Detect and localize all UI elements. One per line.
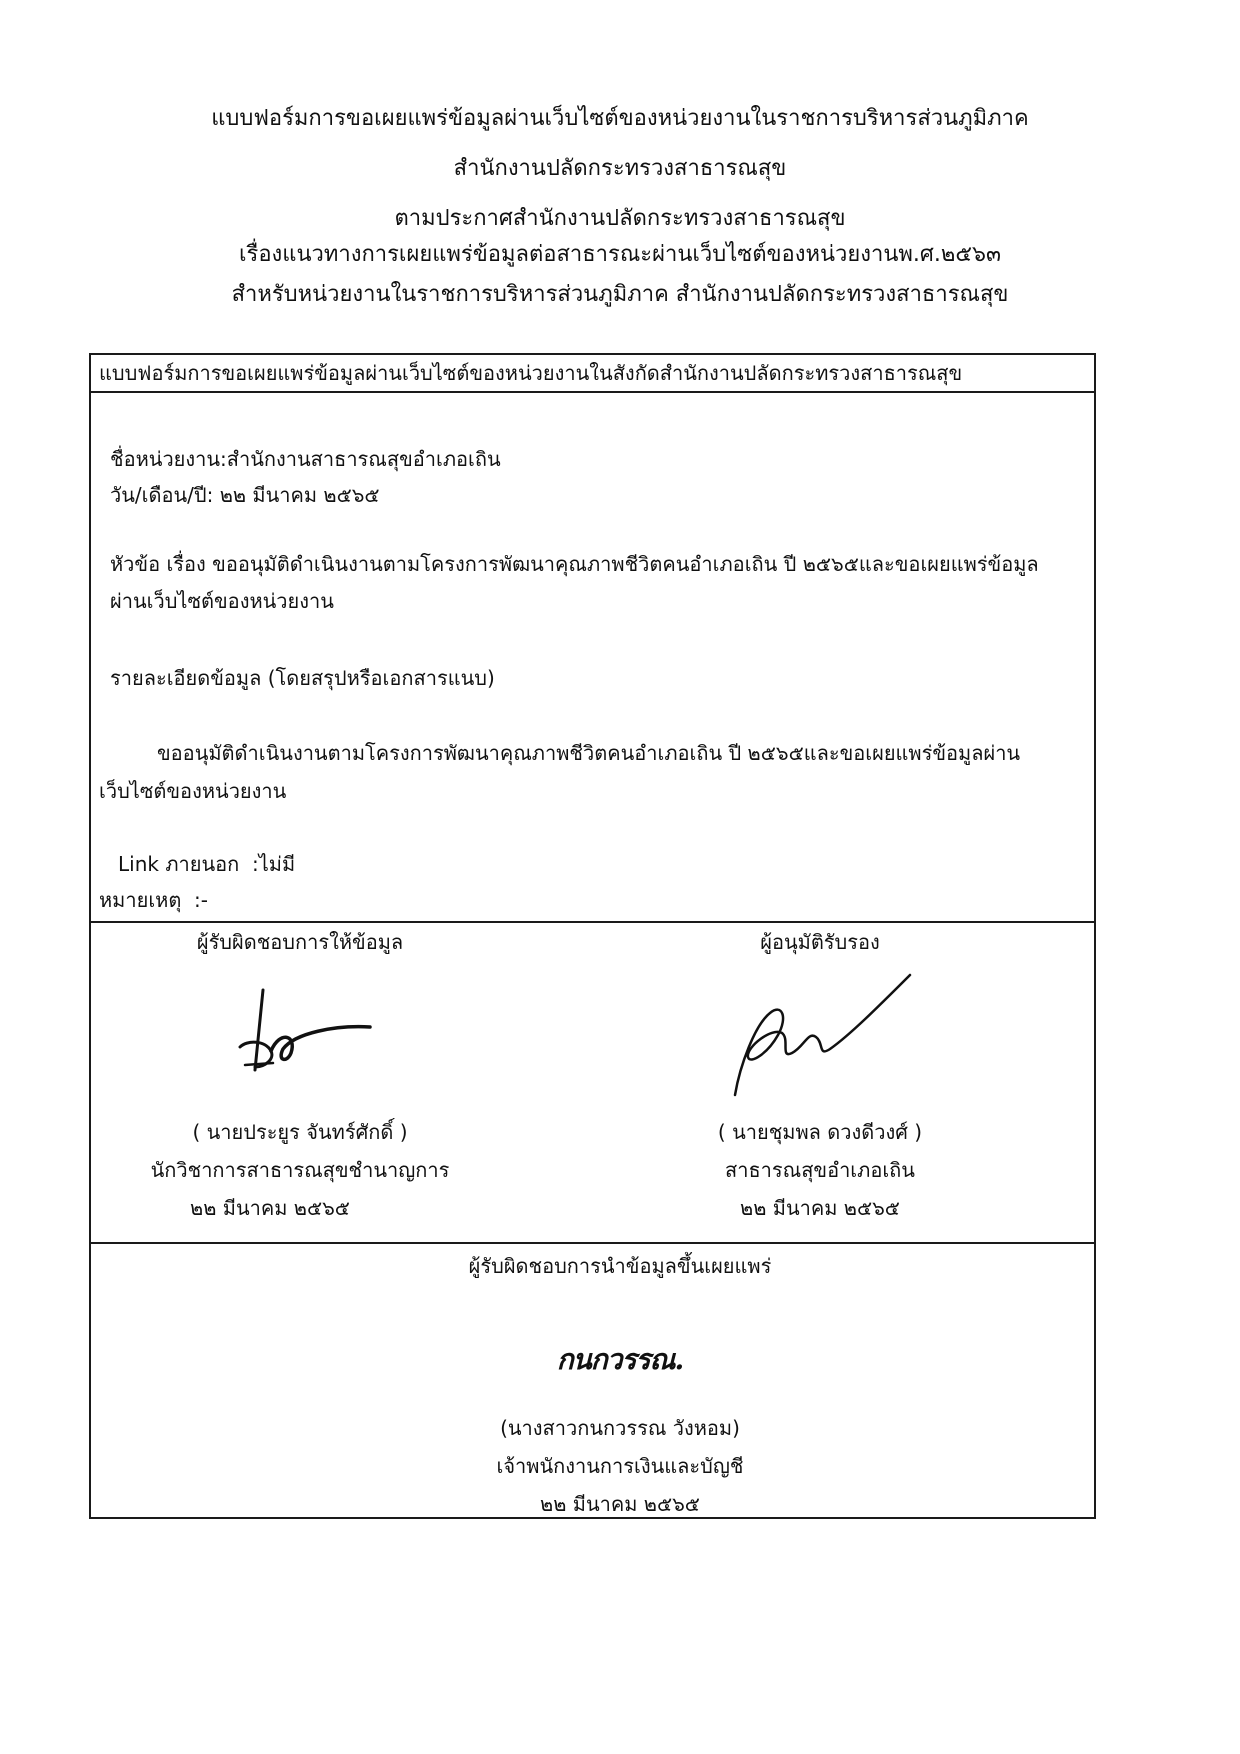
form-title: แบบฟอร์มการขอเผยแพร่ข้อมูลผ่านเว็บไซต์ของหน่วยงานในสังกัดสำนักงานปลัดกระทรวงสาธารณสุข [99, 361, 963, 385]
header-line-4: เรื่องแนวทางการเผยแพร่ข้อมูลต่อสาธารณะผ่านเว็บไซต์ของหน่วยงานพ.ศ.๒๕๖๓ [238, 242, 1002, 267]
header-line-5: สำหรับหน่วยงานในราชการบริหารส่วนภูมิภาค สำนักงานปลัดกระทรวงสาธารณสุข [231, 282, 1009, 307]
publisher-date: ๒๒ มีนาคม ๒๕๖๕ [540, 1492, 700, 1516]
approver-name: ( นายชุมพล ดวงดีวงศ์ ) [717, 1120, 923, 1144]
link-row [118, 852, 295, 876]
note-label: หมายเหตุ [99, 888, 182, 912]
provider-signature-mark [225, 985, 425, 1085]
subject-line-2: ผ่านเว็บไซต์ของหน่วยงาน [110, 589, 334, 613]
signature-section-divider [89, 921, 1096, 923]
provider-role: ผู้รับผิดชอบการให้ข้อมูล [196, 930, 404, 954]
approver-position: สาธารณสุขอำเภอเถิน [725, 1158, 915, 1182]
header-line-3: ตามประกาศสำนักงานปลัดกระทรวงสาธารณสุข [394, 206, 846, 231]
date-label: วัน/เดือน/ปี: [110, 483, 214, 507]
detail-line-1: ขออนุมัติดำเนินงานตามโครงการพัฒนาคุณภาพชีวิตคนอำเภอเถิน ปี ๒๕๖๕และขอเผยแพร่ข้อมูลผ่าน [157, 741, 1021, 765]
unit-label: ชื่อหน่วยงาน: [110, 447, 227, 471]
date-row [110, 483, 380, 507]
publisher-signature: กนกวรรณ. [556, 1343, 684, 1376]
detail-label: รายละเอียดข้อมูล (โดยสรุปหรือเอกสารแนบ) [110, 666, 495, 690]
note-value: :- [194, 888, 209, 912]
subject-line-1: หัวข้อ เรื่อง ขออนุมัติดำเนินงานตามโครงการพัฒนาคุณภาพชีวิตคนอำเภอเถิน ปี ๒๕๖๕และขอเผยแพร่ข้อมูล [110, 552, 1039, 576]
provider-name: ( นายประยูร จันทร์ศักดิ์ ) [192, 1120, 408, 1144]
publisher-name: (นางสาวกนกวรรณ วังหอม) [500, 1416, 740, 1440]
provider-date: ๒๒ มีนาคม ๒๕๖๕ [190, 1196, 350, 1220]
provider-position: นักวิชาการสาธารณสุขชำนาญการ [150, 1158, 450, 1182]
approver-signature-mark [720, 965, 920, 1105]
date-value: ๒๒ มีนาคม ๒๕๖๕ [219, 483, 380, 507]
link-value: :ไม่มี [251, 852, 296, 876]
note-row [99, 888, 208, 912]
header-line-1: แบบฟอร์มการขอเผยแพร่ข้อมูลผ่านเว็บไซต์ของหน่วยงานในราชการบริหารส่วนภูมิภาค [211, 106, 1029, 131]
detail-line-2: เว็บไซต์ของหน่วยงาน [99, 779, 287, 803]
unit-value: สำนักงานสาธารณสุขอำเภอเถิน [226, 447, 501, 471]
approver-date: ๒๒ มีนาคม ๒๕๖๕ [740, 1196, 900, 1220]
publisher-role: ผู้รับผิดชอบการนำข้อมูลขึ้นเผยแพร่ [468, 1254, 772, 1278]
header-line-2: สำนักงานปลัดกระทรวงสาธารณสุข [453, 156, 787, 181]
publisher-position: เจ้าพนักงานการเงินและบัญชี [496, 1454, 744, 1478]
approver-role: ผู้อนุมัติรับรอง [760, 930, 880, 954]
link-label: Link ภายนอก [118, 852, 240, 876]
form-title-divider [89, 391, 1096, 393]
publisher-section-divider [89, 1242, 1096, 1244]
unit-row [110, 447, 501, 471]
